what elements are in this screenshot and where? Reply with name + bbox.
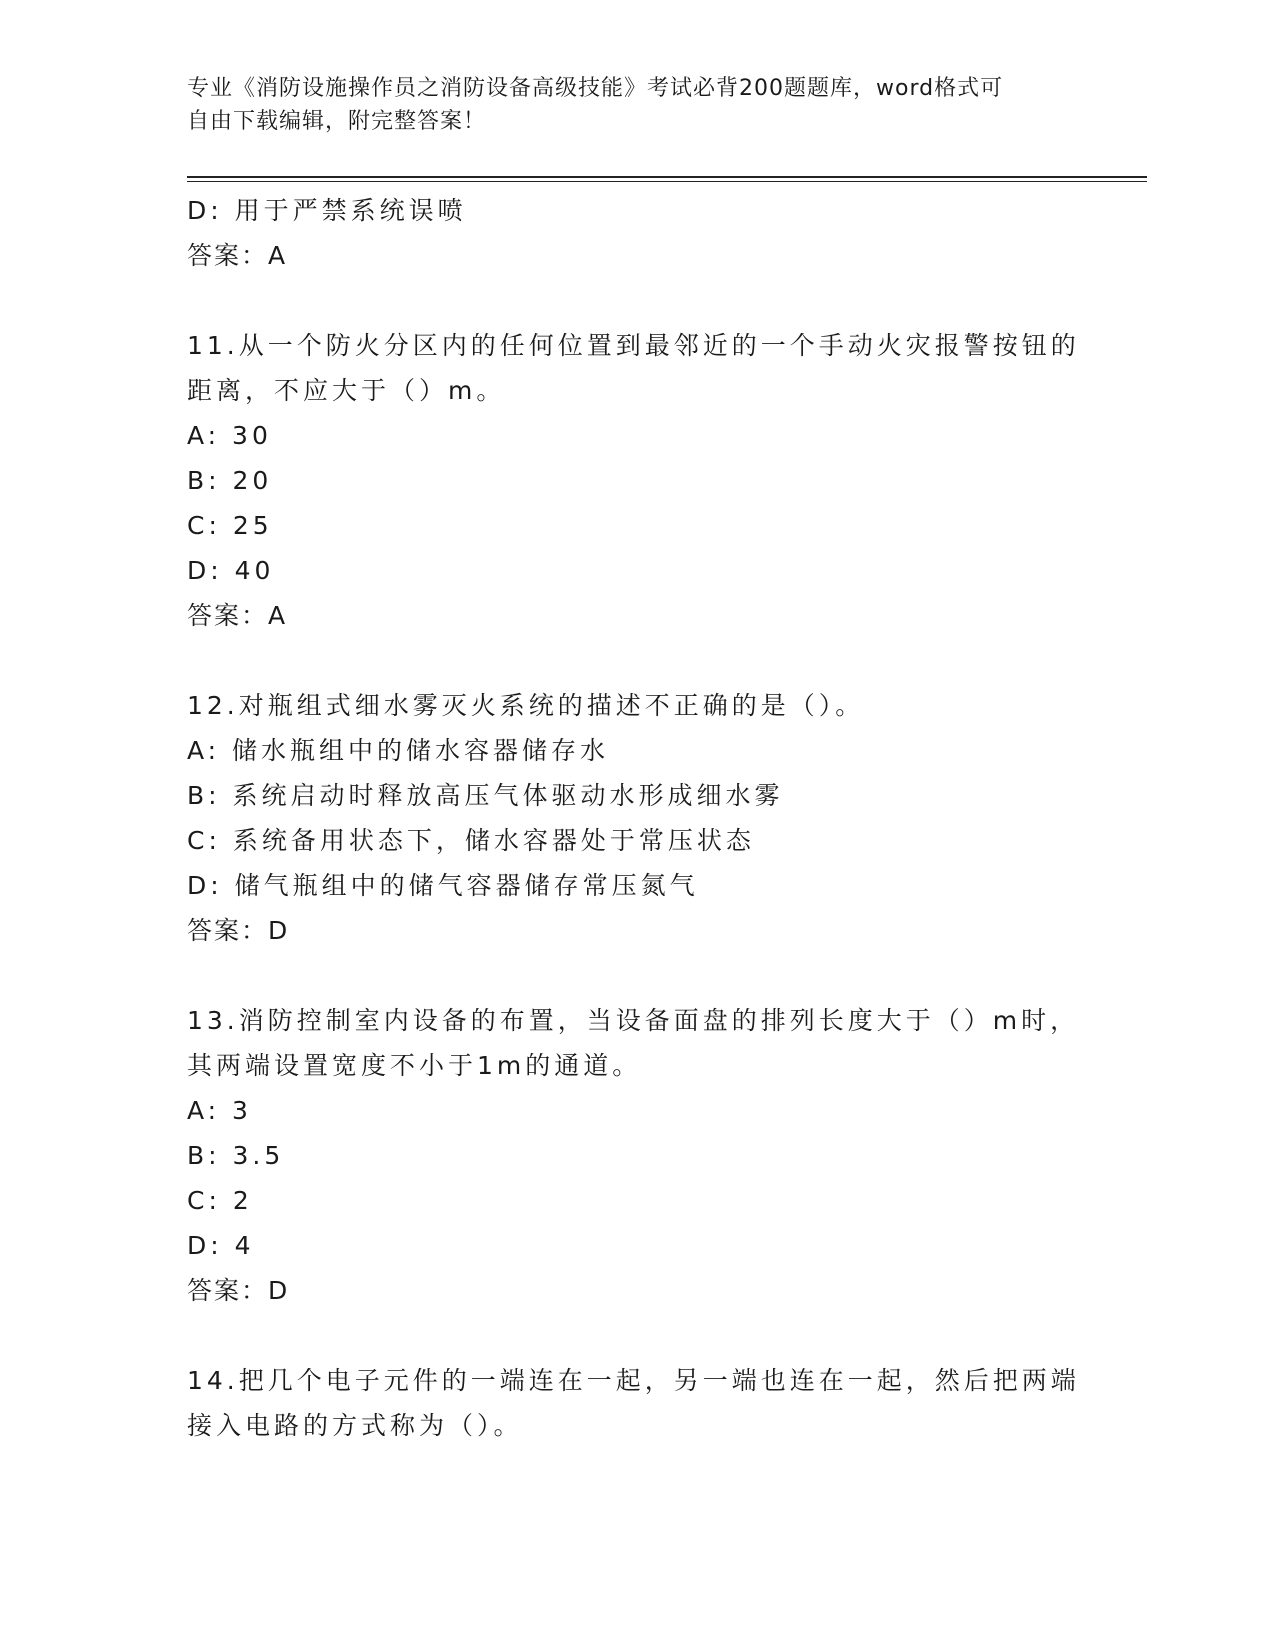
question-stem: 接入电路的方式称为（）。 bbox=[187, 1411, 523, 1440]
header-rule-thin bbox=[187, 181, 1147, 182]
question-stem: 距离，不应大于（）m。 bbox=[187, 376, 506, 405]
answer-line: 答案：A bbox=[187, 241, 288, 270]
question-11 bbox=[187, 323, 1087, 638]
option-c: C: 系统备用状态下，储水容器处于常压状态 bbox=[187, 826, 755, 855]
question-14 bbox=[187, 1358, 1087, 1448]
option-c: C: 25 bbox=[187, 511, 273, 540]
question-stem: 其两端设置宽度不小于1m的通道。 bbox=[187, 1051, 642, 1080]
header-title-line-1: 专业《消防设施操作员之消防设备高级技能》考试必背200题题库，word格式可 bbox=[187, 76, 1004, 101]
header-rule-thick bbox=[187, 176, 1147, 178]
question-stem: 11.从一个防火分区内的任何位置到最邻近的一个手动火灾报警按钮的 bbox=[187, 331, 1080, 360]
question-stem: 12.对瓶组式细水雾灭火系统的描述不正确的是（）。 bbox=[187, 691, 865, 720]
option-d: D: 40 bbox=[187, 556, 275, 585]
option-a: A: 储水瓶组中的储水容器储存水 bbox=[187, 736, 610, 765]
answer-line: 答案：D bbox=[187, 1276, 290, 1305]
header-title-line-2: 自由下载编辑，附完整答案！ bbox=[187, 109, 487, 134]
option-a: A: 3 bbox=[187, 1096, 252, 1125]
option-c: C: 2 bbox=[187, 1186, 253, 1215]
option-b: B: 3.5 bbox=[187, 1141, 285, 1170]
question-stem: 13.消防控制室内设备的布置，当设备面盘的排列长度大于（）m时， bbox=[187, 1006, 1080, 1035]
question-stem: 14.把几个电子元件的一端连在一起，另一端也连在一起，然后把两端 bbox=[187, 1366, 1080, 1395]
document-header bbox=[187, 72, 1067, 138]
option-a: A: 30 bbox=[187, 421, 272, 450]
answer-line: 答案：A bbox=[187, 601, 288, 630]
question-13 bbox=[187, 998, 1087, 1313]
question-12 bbox=[187, 683, 1087, 953]
answer-line: 答案：D bbox=[187, 916, 290, 945]
option-b: B: 系统启动时释放高压气体驱动水形成细水雾 bbox=[187, 781, 784, 810]
option-d: D: 储气瓶组中的储气容器储存常压氮气 bbox=[187, 871, 699, 900]
question-list bbox=[187, 188, 1087, 1448]
option-b: B: 20 bbox=[187, 466, 273, 495]
option-d: D: 4 bbox=[187, 1231, 255, 1260]
previous-question-tail bbox=[187, 188, 1087, 278]
option-d: D: 用于严禁系统误喷 bbox=[187, 196, 467, 225]
